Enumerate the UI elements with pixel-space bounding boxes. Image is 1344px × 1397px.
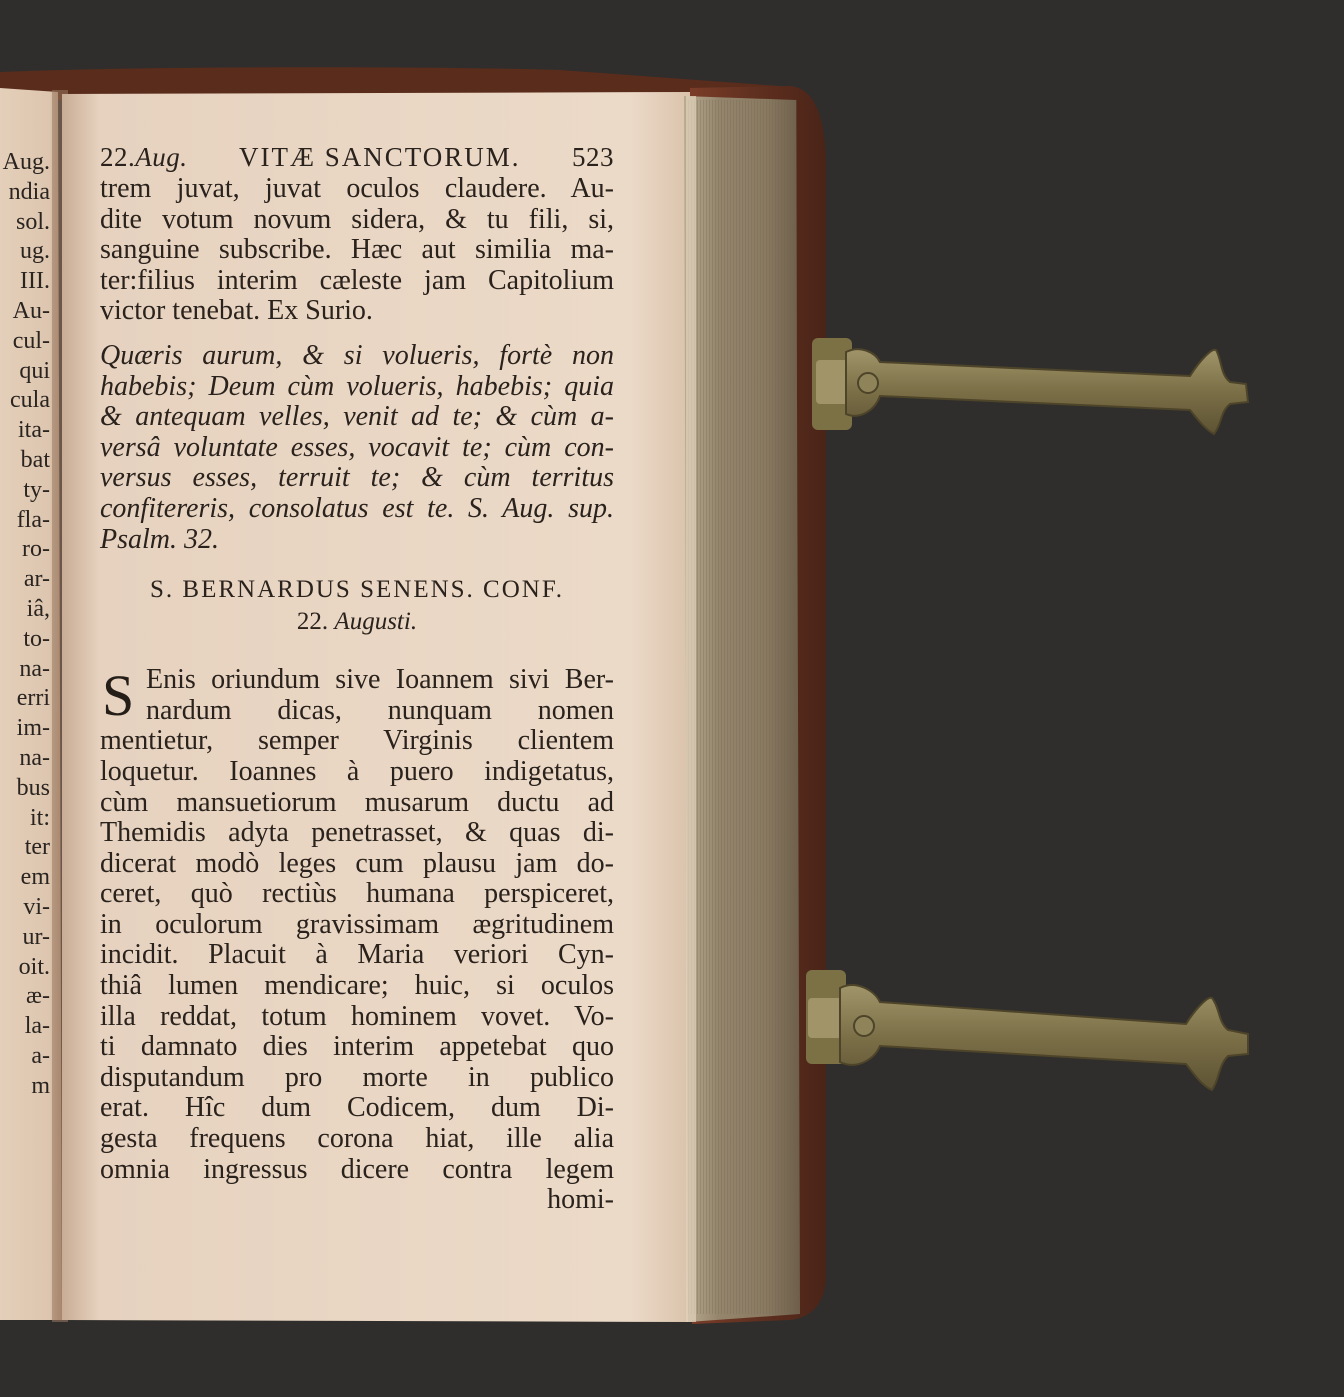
left-fragment-line: a- [31,1042,50,1069]
text-line: ter:filius interim cæleste jam Capitolium [100,264,614,296]
augustine-quote [100,341,614,555]
body-line: incidit. Placuit à Maria veriori Cyn- [100,939,614,971]
quote-line: & antequam velles, venit ad te; & cùm a- [100,401,614,433]
body-paragraph [100,665,614,1215]
left-fragment-line: æ- [26,983,50,1010]
left-fragment-line: vi- [23,893,50,920]
quote-line: versâ voluntate esses, vocavit te; cùm con- [100,431,614,463]
body-line: gesta frequens corona hiat, ille alia [100,1123,614,1155]
left-fragment-line: ter [24,834,50,861]
catchword: homi- [547,1184,614,1216]
left-fragment-line: erri [16,685,50,712]
left-fragment-line: bus [16,774,50,801]
left-fragment-line: Aug. [2,149,50,175]
drop-cap: S [102,663,135,729]
left-fragment-line: m [31,1072,50,1099]
text-line: trem juvat, juvat oculos claudere. Au- [100,173,614,204]
left-fragment-line: fla- [16,506,50,533]
quote-line: Psalm. 32. [100,523,219,555]
body-line: erat. Hîc dum Codicem, dum Di- [100,1092,614,1124]
left-fragment-line: la- [24,1013,50,1040]
left-fragment-line: iâ, [26,595,50,622]
left-fragment-line: ar- [23,566,50,593]
text-line: sanguine subscribe. Hæc aut similia ma- [100,234,614,266]
left-fragment-line: em [20,864,50,891]
left-fragment-line: ug. [20,238,50,265]
body-line: loquetur. Ioannes à puero indigetatus, [100,755,614,787]
body-line: in oculorum gravissimam ægritudinem [100,908,614,940]
left-fragment-line: bat [20,446,50,473]
section-title: S. BERNARDUS SENENS. CONF. [150,576,564,604]
fore-edge-lines [686,100,798,1314]
left-fragment-line: sol. [15,208,50,235]
body-line: disputandum pro morte in publico [100,1061,614,1093]
body-line: ti damnato dies interim appetebat quo [100,1031,614,1063]
left-fragment-line: na- [19,744,50,771]
body-line: omnia ingressus dicere contra legem [100,1153,614,1185]
quote-line: versus esses, terruit te; & cùm territus [100,462,614,494]
body-line: thiâ lumen mendicare; huic, si oculos [100,970,614,1002]
left-fragment-line: III. [20,268,50,295]
section-date: 22. Augusti. [296,608,418,636]
left-page-fragment [0,148,52,1228]
body-line: Enis oriundum sive Ioannem sivi Ber- [146,664,614,696]
quote-line: Quæris aurum, & si volueris, fortè non [100,339,614,371]
body-line: Themidis adyta penetrasset, & quas di- [100,817,614,849]
page-edge-highlight [686,96,696,1322]
paragraph-continuation [100,174,614,327]
body-line: mentietur, semper Virginis clientem [100,725,614,757]
page-number: 523 [572,142,614,172]
body-line: nardum dicas, nunquam nomen [146,694,614,726]
left-fragment-line: it: [29,804,50,831]
lower-clasp [806,970,1248,1090]
quote-line: confitereris, consolatus est te. S. Aug. sup. [100,492,614,524]
text-line: victor tenebat. Ex Surio. [100,295,373,327]
quote-line: habebis; Deum cùm volueris, habebis; quia [100,370,614,402]
left-fragment-line: qui [19,357,50,384]
running-head-title: VITÆ SANCTORUM. [238,142,521,172]
left-fragment-line: ita- [18,417,50,444]
body-line: cùm mansuetiorum musarum ductu ad [100,786,614,818]
body-line: illa reddat, totum hominem vovet. Vo- [100,1000,614,1032]
running-head-date: 22.Aug. [100,142,188,172]
left-fragment-line: ro- [22,536,50,563]
body-line: dicerat modò leges cum plausu jam do- [100,847,614,879]
text-line: dite votum novum sidera, & tu fili, si, [100,203,614,235]
left-fragment-line: cul- [12,327,50,354]
page-text [100,142,614,1215]
upper-clasp [812,338,1248,434]
left-fragment-line: oit. [18,953,50,980]
left-fragment-line: ur- [22,923,50,950]
left-fragment-line: na- [19,655,50,682]
left-fragment-line: ty- [23,476,50,503]
left-fragment-line: ndia [8,178,50,205]
left-fragment-line: im- [16,715,50,742]
left-fragment-line: to- [23,625,50,652]
body-line: ceret, quò rectiùs humana perspiceret, [100,878,614,910]
left-fragment-line: cula [10,387,50,414]
left-fragment-line: Au- [12,297,50,324]
running-head [100,142,614,174]
